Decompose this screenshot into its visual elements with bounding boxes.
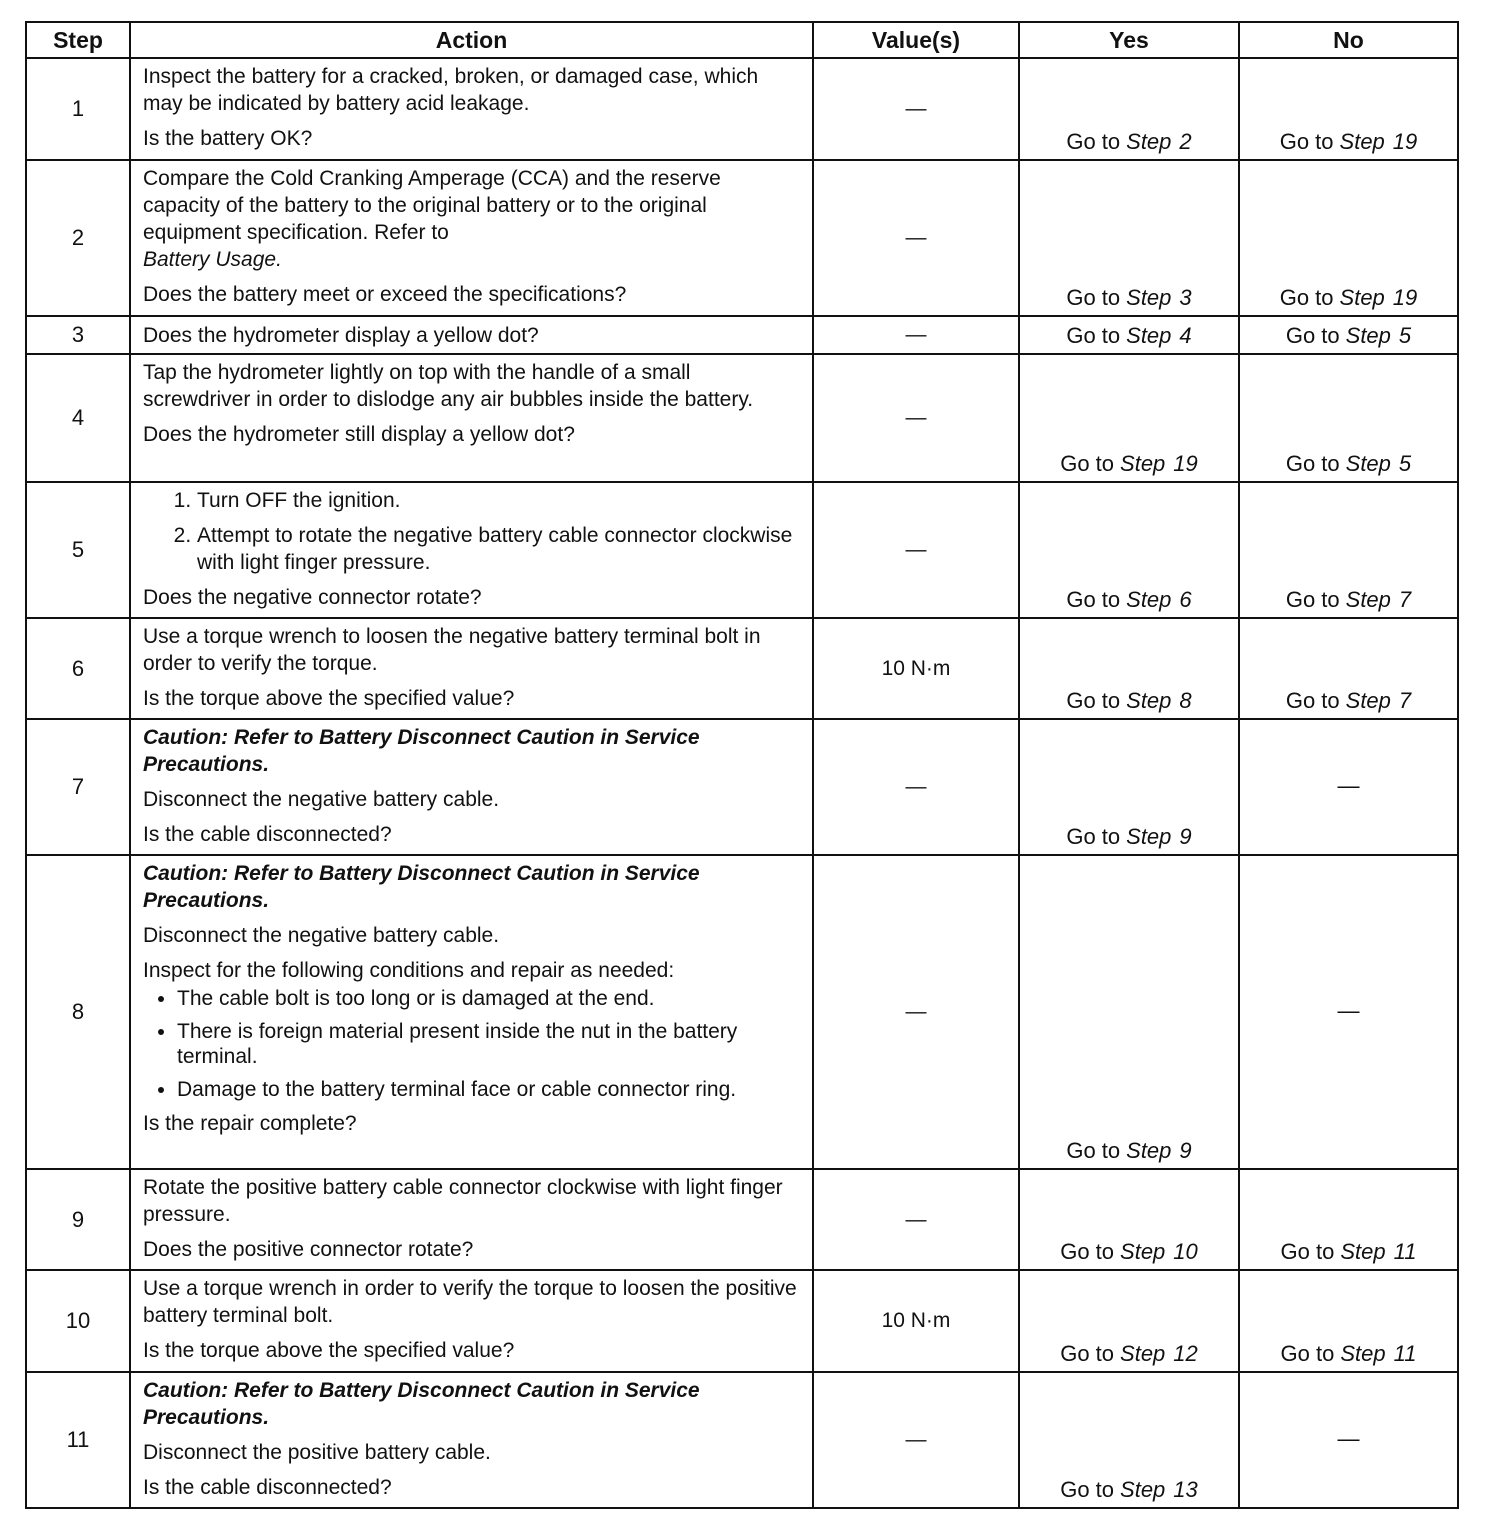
value-cell: —	[813, 1372, 1019, 1508]
value-cell: —	[813, 354, 1019, 482]
action-cell	[130, 618, 813, 719]
caution-text: Caution: Refer to Battery Disconnect Caution in Service Precautions.	[143, 726, 700, 776]
list-item: 1. Turn OFF the ignition.	[197, 487, 802, 514]
value-cell: 10 N·m	[813, 1270, 1019, 1372]
action-text: Use a torque wrench to loosen the negative battery terminal bolt in order to verify the torque.	[143, 625, 761, 675]
yes-cell: Go to Step 9	[1019, 719, 1239, 855]
table-row	[26, 482, 1458, 618]
action-question: Is the repair complete?	[143, 1112, 357, 1135]
no-cell: Go to Step 7	[1239, 618, 1458, 719]
table-row	[26, 618, 1458, 719]
step-number: 6	[26, 618, 130, 719]
header-yes: Yes	[1019, 22, 1239, 58]
action-text: Disconnect the negative battery cable.	[143, 924, 500, 947]
yes-cell: Go to Step 8	[1019, 618, 1239, 719]
no-cell: Go to Step 19	[1239, 160, 1458, 316]
yes-cell: Go to Step 2	[1019, 58, 1239, 160]
step-number: 2	[26, 160, 130, 316]
action-question: Does the hydrometer still display a yellow dot?	[143, 423, 575, 446]
list-item: 2. Attempt to rotate the negative battery cable connector clockwise with light finger pressure.	[197, 522, 802, 576]
action-cell	[130, 482, 813, 618]
action-question: Is the torque above the specified value?	[143, 687, 515, 710]
caution-text: Caution: Refer to Battery Disconnect Caution in Service Precautions.	[143, 1379, 700, 1429]
step-number: 8	[26, 855, 130, 1169]
no-cell: —	[1239, 855, 1458, 1169]
list-item: • The cable bolt is too long or is damaged at the end.	[177, 986, 802, 1011]
yes-cell: Go to Step 13	[1019, 1372, 1239, 1508]
diagnostic-table	[25, 21, 1459, 1509]
yes-cell: Go to Step 4	[1019, 316, 1239, 354]
action-text: Disconnect the positive battery cable.	[143, 1441, 491, 1464]
reference-link-text: Battery Usage.	[143, 248, 282, 271]
action-cell	[130, 354, 813, 482]
header-values: Value(s)	[813, 22, 1019, 58]
header-step: Step	[26, 22, 130, 58]
value-cell: —	[813, 316, 1019, 354]
value-cell: —	[813, 855, 1019, 1169]
no-cell: Go to Step 11	[1239, 1169, 1458, 1270]
value-cell: —	[813, 1169, 1019, 1270]
value-cell: 10 N·m	[813, 618, 1019, 719]
header-no: No	[1239, 22, 1458, 58]
no-cell: Go to Step 7	[1239, 482, 1458, 618]
action-question: Is the battery OK?	[143, 127, 313, 150]
action-question: Does the hydrometer display a yellow dot?	[143, 323, 539, 347]
step-number: 9	[26, 1169, 130, 1270]
bullet-list	[157, 986, 802, 1102]
action-question: Does the battery meet or exceed the specifications?	[143, 283, 627, 306]
action-cell	[130, 316, 813, 354]
value-cell: —	[813, 58, 1019, 160]
caution-text: Caution: Refer to Battery Disconnect Caution in Service Precautions.	[143, 862, 700, 912]
no-cell: Go to Step 11	[1239, 1270, 1458, 1372]
step-number: 7	[26, 719, 130, 855]
action-text: Compare the Cold Cranking Amperage (CCA) and the reserve capacity of the battery to the original battery or to the original equipment specification. Refer to	[143, 167, 721, 244]
no-cell: —	[1239, 1372, 1458, 1508]
action-text: Tap the hydrometer lightly on top with the handle of a small screwdriver in order to dislodge any air bubbles inside the battery.	[143, 361, 754, 411]
no-cell: —	[1239, 719, 1458, 855]
action-cell	[130, 160, 813, 316]
table-row	[26, 855, 1458, 1169]
header-row	[26, 22, 1458, 58]
action-cell	[130, 1372, 813, 1508]
list-item: • Damage to the battery terminal face or cable connector ring.	[177, 1077, 802, 1102]
action-text: Rotate the positive battery cable connector clockwise with light finger pressure.	[143, 1176, 783, 1226]
action-text: Inspect for the following conditions and repair as needed:	[143, 959, 675, 982]
action-question: Is the cable disconnected?	[143, 823, 392, 846]
yes-cell: Go to Step 6	[1019, 482, 1239, 618]
value-cell: —	[813, 719, 1019, 855]
action-cell	[130, 1270, 813, 1372]
action-question: Is the cable disconnected?	[143, 1476, 392, 1499]
value-cell: —	[813, 482, 1019, 618]
step-number: 4	[26, 354, 130, 482]
value-cell: —	[813, 160, 1019, 316]
action-cell	[130, 719, 813, 855]
yes-cell: Go to Step 3	[1019, 160, 1239, 316]
step-number: 5	[26, 482, 130, 618]
table-row	[26, 58, 1458, 160]
yes-cell: Go to Step 9	[1019, 855, 1239, 1169]
table-row	[26, 160, 1458, 316]
table-row	[26, 1270, 1458, 1372]
action-question: Is the torque above the specified value?	[143, 1339, 515, 1362]
header-action: Action	[130, 22, 813, 58]
action-text: Disconnect the negative battery cable.	[143, 788, 500, 811]
action-cell	[130, 1169, 813, 1270]
yes-cell: Go to Step 12	[1019, 1270, 1239, 1372]
yes-cell: Go to Step 19	[1019, 354, 1239, 482]
no-cell: Go to Step 5	[1239, 316, 1458, 354]
action-cell	[130, 58, 813, 160]
no-cell: Go to Step 19	[1239, 58, 1458, 160]
step-number: 10	[26, 1270, 130, 1372]
no-cell: Go to Step 5	[1239, 354, 1458, 482]
table-row	[26, 316, 1458, 354]
action-question: Does the negative connector rotate?	[143, 586, 482, 609]
action-cell	[130, 855, 813, 1169]
step-number: 3	[26, 316, 130, 354]
table-row	[26, 1372, 1458, 1508]
action-text: Use a torque wrench in order to verify the torque to loosen the positive battery terminal bolt.	[143, 1277, 797, 1327]
table-row	[26, 354, 1458, 482]
table-row	[26, 719, 1458, 855]
numbered-list	[165, 487, 802, 576]
yes-cell: Go to Step 10	[1019, 1169, 1239, 1270]
action-question: Does the positive connector rotate?	[143, 1238, 474, 1261]
list-item: • There is foreign material present inside the nut in the battery terminal.	[177, 1019, 802, 1069]
action-text: Inspect the battery for a cracked, broken, or damaged case, which may be indicated by battery acid leakage.	[143, 65, 759, 115]
step-number: 11	[26, 1372, 130, 1508]
table-row	[26, 1169, 1458, 1270]
step-number: 1	[26, 58, 130, 160]
